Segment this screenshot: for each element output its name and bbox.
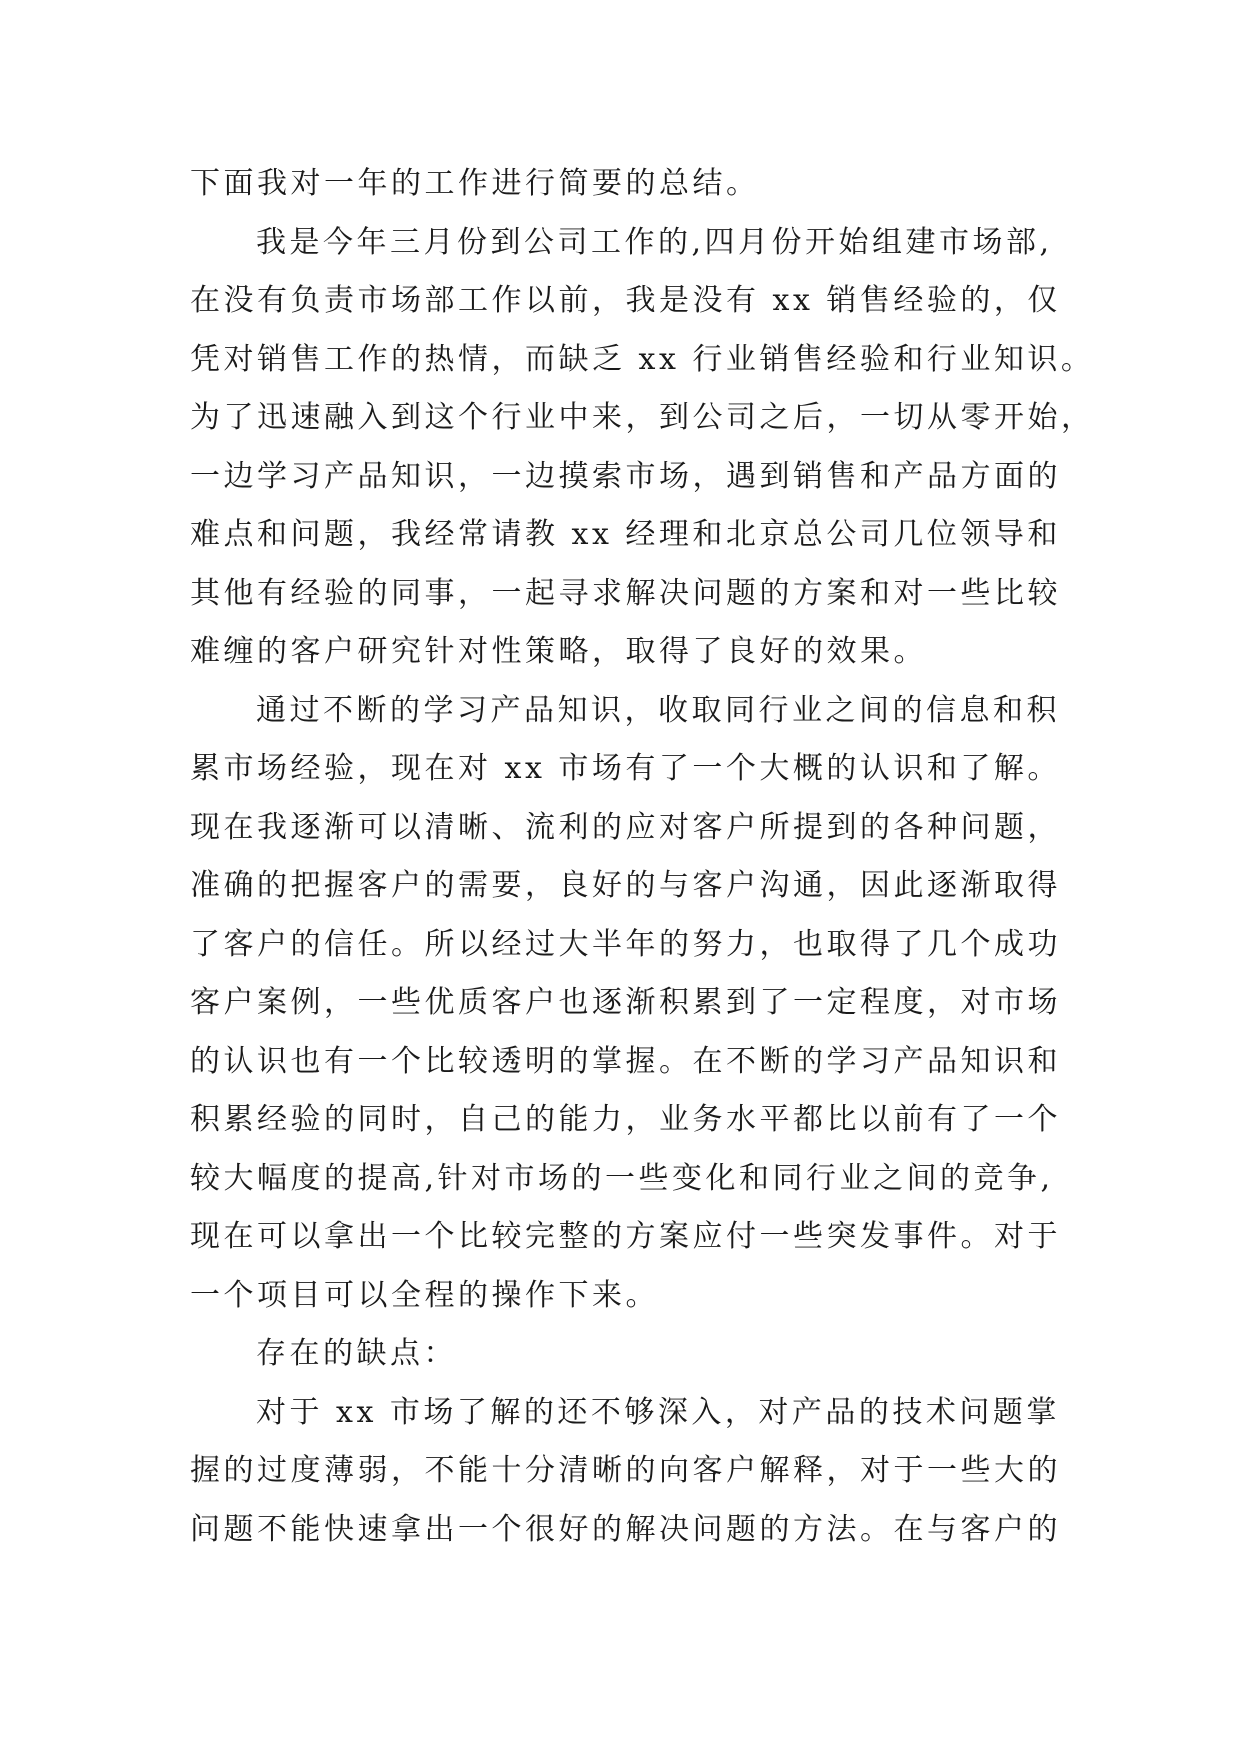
- text-line: 难缠的客户研究针对性策略，取得了良好的效果。: [190, 634, 927, 669]
- text-line: 一边学习产品知识，一边摸索市场，遇到销售和产品方面的: [190, 458, 1061, 494]
- document-body: [190, 155, 1095, 1559]
- text-line: 难点和问题，我经常请教 xx 经理和北京总公司几位领导和: [190, 517, 1061, 552]
- text-line: 现在我逐渐可以清晰、流利的应对客户所提到的各种问题，: [190, 809, 1061, 845]
- text-line: 在没有负责市场部工作以前，我是没有 xx 销售经验的，仅: [190, 283, 1061, 318]
- text-line: 对于 xx 市场了解的还不够深入，对产品的技术问题掌: [256, 1394, 1060, 1430]
- text-line: 客户案例，一些优质客户也逐渐积累到了一定程度，对市场: [190, 985, 1061, 1020]
- text-line: 下面我对一年的工作进行简要的总结。: [190, 166, 760, 201]
- text-line: 了客户的信任。所以经过大半年的努力，也取得了几个成功: [190, 926, 1061, 962]
- text-line: 凭对销售工作的热情，而缺乏 xx 行业销售经验和行业知识。: [190, 341, 1095, 377]
- text-line: 的认识也有一个比较透明的掌握。在不断的学习产品知识和: [190, 1043, 1061, 1079]
- text-line: 我是今年三月份到公司工作的,四月份开始组建市场部,: [256, 224, 1053, 260]
- text-line: 准确的把握客户的需要，良好的与客户沟通，因此逐渐取得: [190, 868, 1061, 903]
- text-line: 积累经验的同时，自己的能力，业务水平都比以前有了一个: [190, 1102, 1061, 1137]
- text-line: 通过不断的学习产品知识，收取同行业之间的信息和积: [256, 692, 1060, 728]
- text-line: 握的过度薄弱，不能十分清晰的向客户解释，对于一些大的: [190, 1453, 1061, 1488]
- text-line: 为了迅速融入到这个行业中来，到公司之后，一切从零开始，: [190, 400, 1095, 435]
- section-heading: 存在的缺点：: [256, 1336, 457, 1371]
- text-line: 一个项目可以全程的操作下来。: [190, 1277, 659, 1313]
- text-line: 现在可以拿出一个比较完整的方案应付一些突发事件。对于: [190, 1219, 1061, 1254]
- text-line: 其他有经验的同事，一起寻求解决问题的方案和对一些比较: [190, 575, 1061, 611]
- text-line: 问题不能快速拿出一个很好的解决问题的方法。在与客户的: [190, 1511, 1061, 1547]
- text-line: 累市场经验，现在对 xx 市场有了一个大概的认识和了解。: [190, 751, 1061, 786]
- text-line: 较大幅度的提高,针对市场的一些变化和同行业之间的竞争,: [190, 1160, 1054, 1196]
